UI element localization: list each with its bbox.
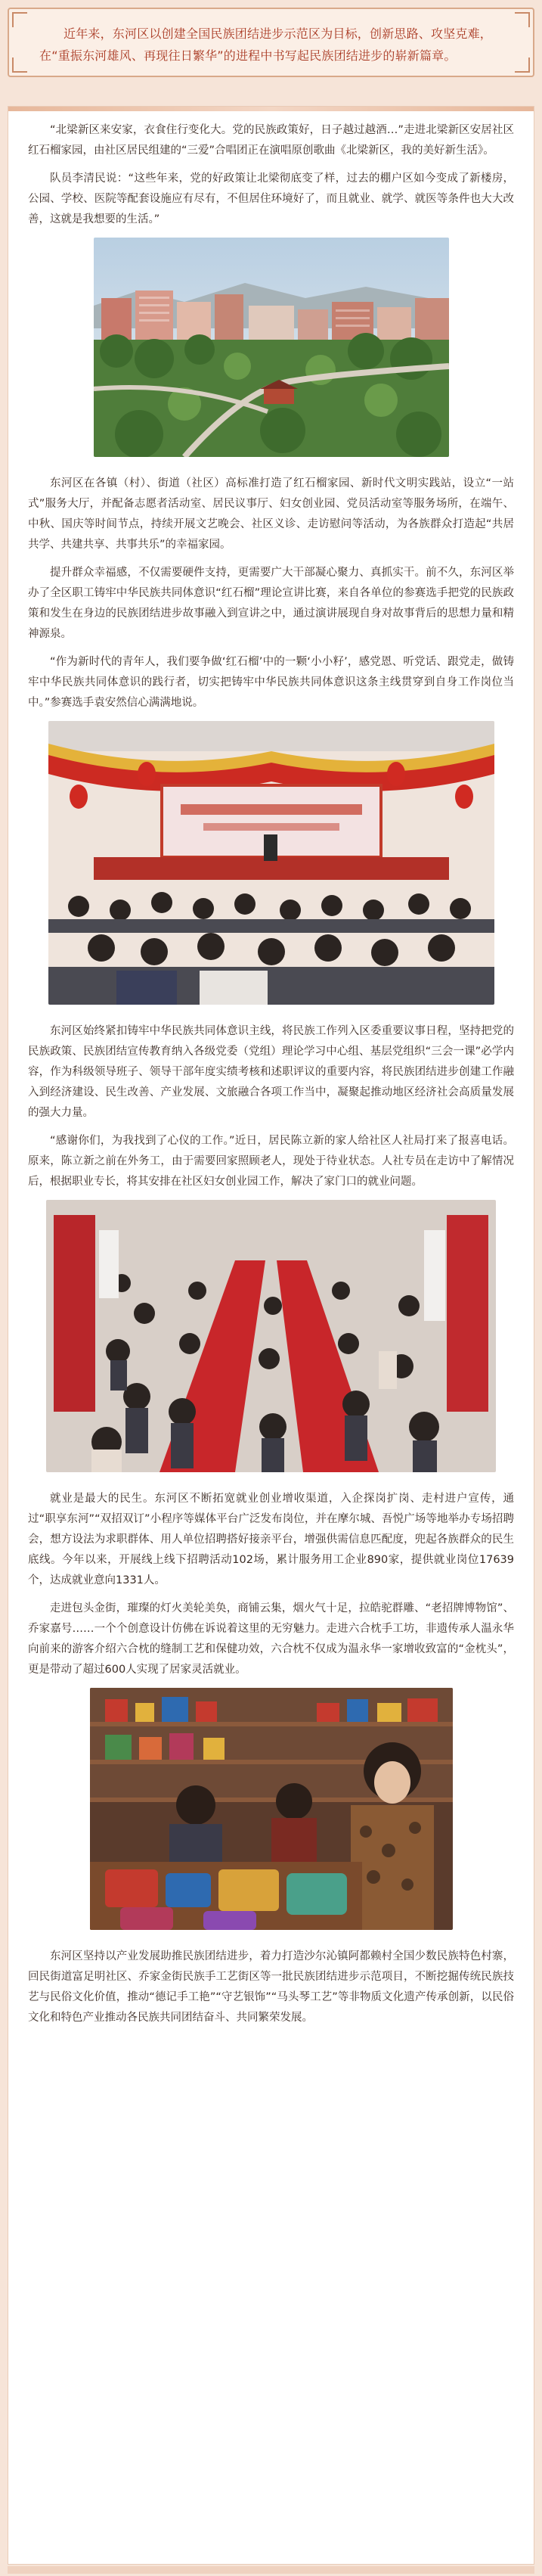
article-paragraph: 走进包头金街，璀璨的灯火美轮美奂，商铺云集，烟火气十足，拉皓驼群雕、“老招牌博物馆”、乔家嘉号……一个个创意设计仿佛在诉说着这里的无穷魅力。走进六合枕手工坊，非遗传承人温永华向前来的游客介绍六合枕的缝制工艺和保健功效，六合枕不仅成为温永华一家增收致富的“金枕头”，更是带动了超过600人实现了居家灵活就业。: [28, 1602, 514, 1676]
residential-buildings-park-photo: [94, 238, 449, 457]
job-fair-crowd-photo: [46, 1200, 496, 1472]
article-paragraph: 东河区始终紧扣铸牢中华民族共同体意识主线，将民族工作列入区委重要议事日程，坚持把党的民族政策、民族团结宣传教育纳入各级党委（党组）理论学习中心组、基层党组织“三会一课”必学内容，作为科级领导班子、领导干部年度实绩考核和述职评议的重要内容，将民族团结进步创建工作融入到经济建设、民生改善、产业发展、文旅融合各项工作当中，凝聚起推动地区经济社会高质量发展的强大力量。: [28, 1025, 514, 1119]
corner-ornament: [515, 12, 530, 27]
article-paragraph: 东河区在各镇（村）、街道（社区）高标准打造了红石榴家园、新时代文明实践站，设立“一站式”服务大厅，并配备志愿者活动室、居民议事厅、妇女创业园、党员活动室等服务场所，在端午、中秋、国庆等时间节点，持续开展文艺晚会、社区义诊、走访慰问等活动，为各族群众打造起“共居共学、共建共享、共事共乐”的幸福家园。: [28, 477, 514, 551]
article-paragraph: 提升群众幸福感，不仅需要硬件支持，更需要广大干部凝心聚力、真抓实干。前不久，东河区举办了全区职工铸牢中华民族共同体意识“红石榴”理论宣讲比赛，来自各单位的参赛选手把党的民族政策和发生在身边的民族团结进步故事融入到宣讲之中，通过演讲展现自身对故事背后的思想力量和精神源泉。: [28, 567, 514, 640]
article-paragraph: 就业是最大的民生。东河区不断拓宽就业创业增收渠道，入企探岗扩岗、走村进户宣传，通过“职享东河”“双招双订”小程序等媒体平台广泛发布岗位，并在摩尔城、吾悦广场等地举办专场招聘会，想方设法为求职群体、用人单位招聘搭好接亲平台，增强供需信息匹配度，兜起各族群众的民生底线。今年以来，开展线上线下招聘活动102场，累计服务用工企业890家，提供就业岗位17639个，达成就业意向1331人。: [28, 1493, 514, 1586]
article-paragraph: “北梁新区来安家，衣食住行变化大。党的民族政策好，日子越过越酒…”走进北梁新区安居社区红石榴家园，由社区居民组建的“三爱”合唱团正在演唱原创歌曲《北梁新区，我的美好新生活》。: [28, 124, 514, 157]
speech-contest-hall-photo: [48, 721, 494, 1005]
bottom-ornament: [8, 2566, 534, 2574]
handicraft-pillow-workshop-photo: [90, 1688, 453, 1930]
article-body: [8, 106, 534, 2565]
article-paragraph: “作为新时代的青年人，我们要争做‘红石榴’中的一颗‘小小籽’，感党恩、听党话、跟党走，做铸牢中华民族共同体意识的践行者，切实把铸牢中华民族共同体意识这条主线贯穿到自身工作岗位当中。”参赛选手袁安然信心满满地说。: [28, 656, 514, 709]
article-paragraph: 东河区坚持以产业发展助推民族团结进步，着力打造沙尔沁镇阿都赖村全国少数民族特色村寨，回民街道富足明社区、乔家金街民族手工艺街区等一批民族团结进步示范项目，不断挖掘传统民族技艺与民俗文化价值，推动“德记手工艳”“守艺银饰”“马头琴工艺”等非物质文化遗产传承创新，以民俗文化和特色产业推动各民族共同团结奋斗、共同繁荣发展。: [28, 1950, 514, 2024]
corner-ornament: [12, 12, 27, 27]
article-paragraph: 队员李清民说：“这些年来，党的好政策让北梁彻底变了样，过去的棚户区如今变成了新楼房，公园、学校、医院等配套设施应有尽有，不但居住环境好了，而且就业、就学、就医等条件也大大改善，这就是我想要的生活。”: [28, 172, 514, 225]
article-paragraph: “感谢你们，为我找到了心仪的工作。”近日，居民陈立新的家人给社区人社局打来了报喜电话。原来，陈立新之前在外务工，由于需要回家照顾老人，现处于待业状态。人社专员在走访中了解情况后，根据职业专长，将其安排在社区妇女创业园工作，解决了家门口的就业问题。: [28, 1135, 514, 1188]
intro-box: [8, 8, 534, 77]
corner-ornament: [515, 57, 530, 73]
frame-ornament: [8, 107, 534, 111]
intro-text: 近年来，东河区以创建全国民族团结进步示范区为目标，创新思路、攻坚克难，在“重振东河雄风、再现往日繁华”的进程中书写起民族团结进步的崭新篇章。: [39, 26, 493, 63]
corner-ornament: [12, 57, 27, 73]
